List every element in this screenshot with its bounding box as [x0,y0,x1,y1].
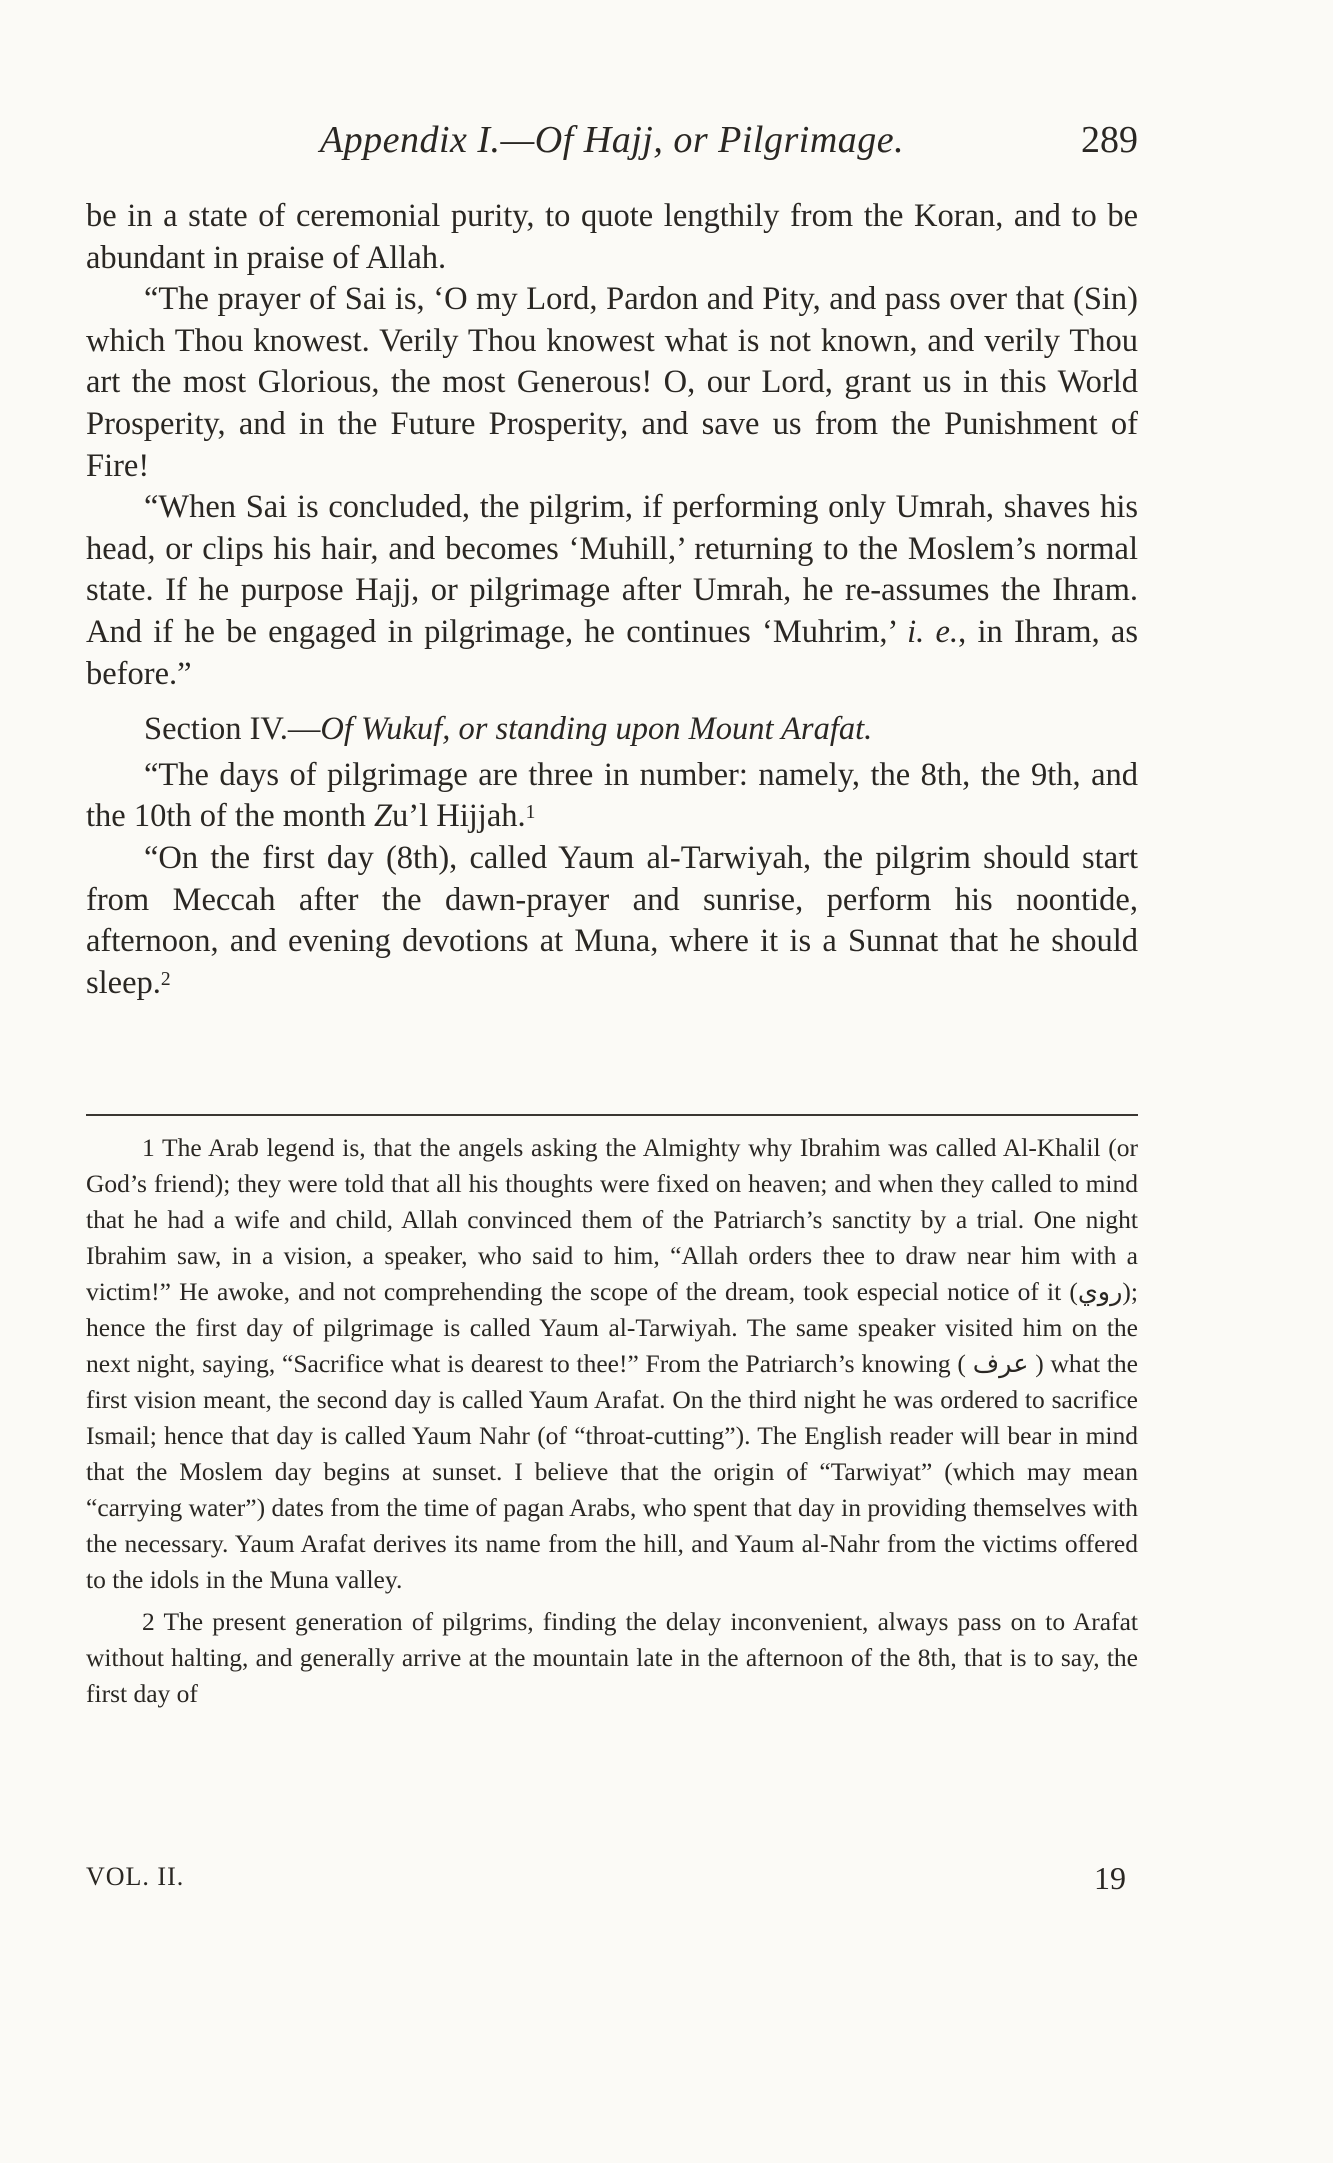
volume-signature: VOL. II. [86,1862,185,1891]
paragraph-sai-prayer: “The prayer of Sai is, ‘O my Lord, Pardon and Pity, and pass over that (Sin) which Thou knowest. Verily Thou knowest what is not known, and verily Thou art the most Glorious, the most Generous! O, our Lord, grant us in this World Prosperity, and in the Future Prosperity, and save us from the Punishment of Fire! [86,281,1138,484]
section-heading [86,709,1138,751]
signature-number: 19 [1094,1860,1126,1896]
section-label: Section IV.— [144,711,321,748]
paragraph-text: “The days of pilgrimage are three in number: namely, the 8th, the 9th, and the 10th of the month [86,756,1138,835]
footnote-ref-1[interactable]: 1 [525,802,536,824]
abbreviation-ie: i. e. [907,613,959,650]
footnote-ref-2[interactable]: 2 [160,968,171,990]
footnote-1: 1 The Arab legend is, that the angels asking the Almighty why Ibrahim was called Al-Khalil (or God’s friend); they were told that all his thoughts were fixed on heaven; and when they called to mind that he had a wife and child, Allah convinced them of the Patriarch’s sanctity by a trial. One night Ibrahim saw, in a vision, a speaker, who said to him, “Allah orders thee to draw near him with a victim!” He awoke, and not comprehending the scope of the dream, took especial notice of it (روي); hence the first day of pilgrimage is called Yaum al-Tarwiyah. The same speaker visited him on the next night, saying, “Sacrifice what is dearest to thee!” From the Patriarch’s knowing ( عرف ) what the first vision meant, the second day is called Yaum Arafat. On the third night he was ordered to sacrifice Ismail; hence that day is called Yaum Nahr (of “throat-cutting”). The English reader will bear in mind that the Moslem day begins at sunset. I believe that the origin of “Tarwiyat” (which may mean “carrying water”) dates from the time of pagan Arabs, who spent that day in providing themselves with the necessary. Yaum Arafat derives its name from the hill, and Yaum al-Nahr from the victims offered to the idols in the Muna valley. [86,1133,1138,1594]
footnote-rule [86,1114,1138,1116]
footnotes [86,1130,1138,1712]
paragraph-continuation: be in a state of ceremonial purity, to quote lengthily from the Koran, and to be abundant in praise of Allah. [86,198,1138,276]
paragraph-sai-concluded [86,487,1138,695]
page-number: 289 [1081,119,1138,161]
paragraph-text: “On the first day (8th), called Yaum al-Tarwiyah, the pilgrim should start from Meccah after the dawn-prayer and sunrise, perform his noontide, afternoon, and evening devotions at Muna, where it is a Sunnat that he should sleep. [86,839,1138,1001]
main-text [86,196,1138,1004]
footnote-2: 2 The present generation of pilgrims, finding the delay inconvenient, always pass on to Arafat without halting, and generally arrive at the mountain late in the afternoon of the 8th, that is to say, the first day of [86,1607,1138,1708]
running-title: Appendix I.—Of Hajj, or Pilgrimage. [319,119,905,161]
paragraph-days-of-pilgrimage [86,755,1138,838]
page-footer [86,1862,1138,1902]
paragraph-text: , in Ihram, as before.” [86,613,1139,692]
paragraph-text: u’l Hijjah. [392,798,526,835]
paragraph-first-day [86,838,1138,1004]
paragraph-text: “When Sai is concluded, the pilgrim, if performing only Umrah, shaves his head, or clips his hair, and becomes ‘Muhill,’ returning to the Moslem’s normal state. If he purpose Hajj, or pilgrimage after Umrah, he re-assumes the Ihram. And if he be engaged in pilgrimage, he continues ‘Muhrim,’ [86,489,1138,650]
section-title: Of Wukuf, or standing upon Mount Arafat. [320,711,873,748]
page-header [86,118,1138,178]
italic-letter: Z [373,798,393,835]
